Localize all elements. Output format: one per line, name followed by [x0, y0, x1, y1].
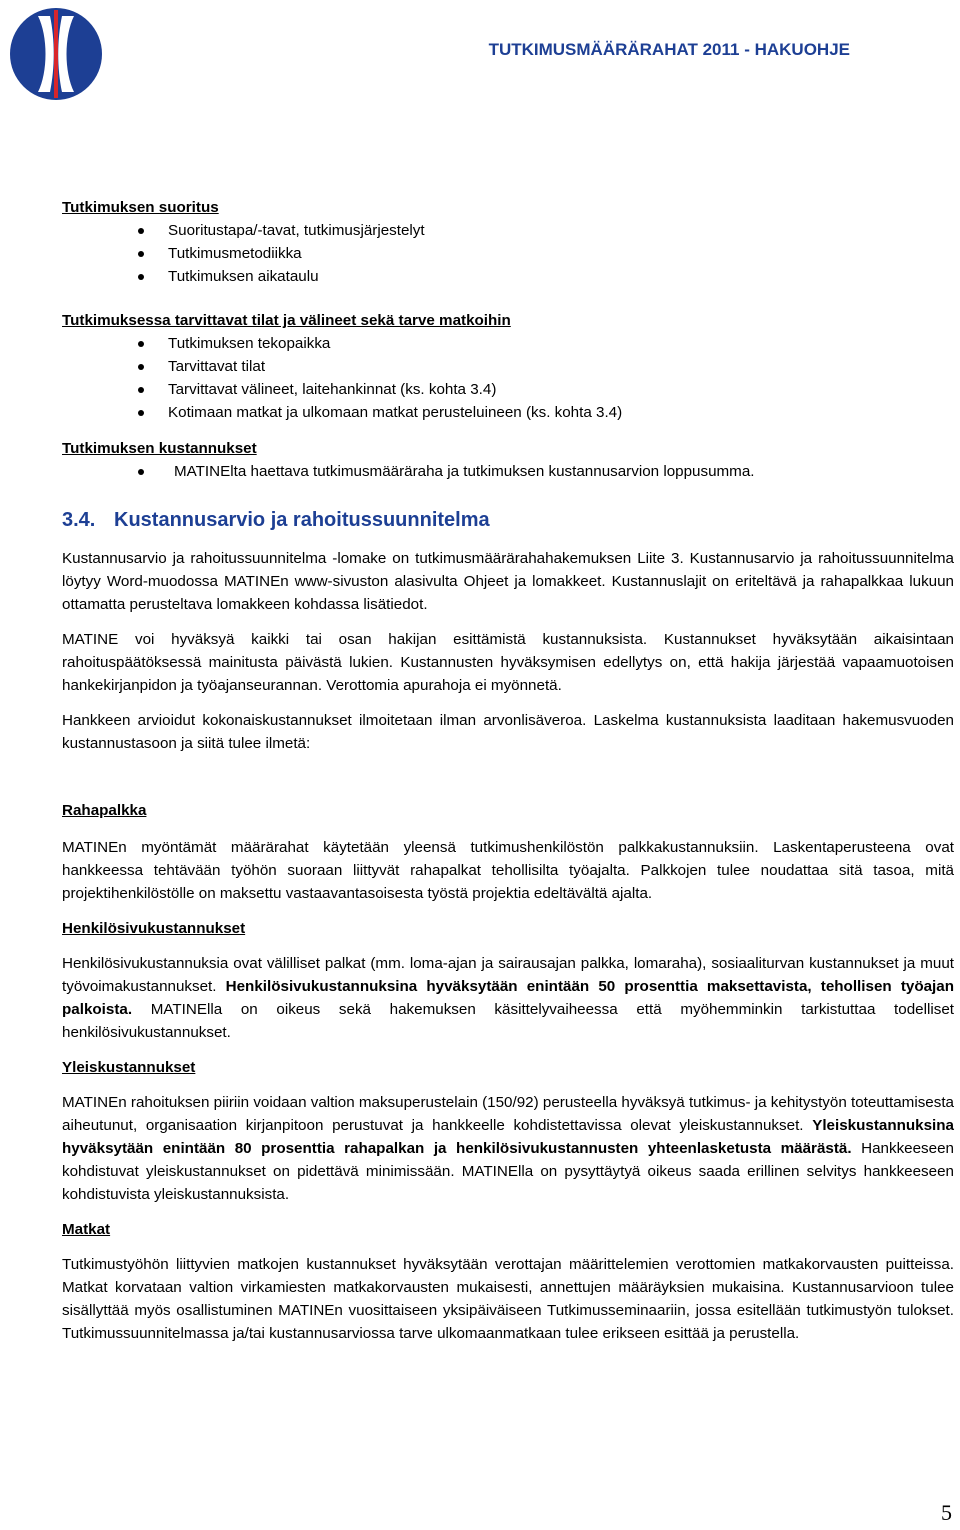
heading-matkat: Matkat — [62, 1221, 111, 1238]
list-item: Suoritustapa/-tavat, tutkimusjärjestelyt — [62, 219, 954, 242]
heading-tutkimuksen-kustannukset: Tutkimuksen kustannukset — [62, 440, 257, 457]
page-number: 5 — [941, 1500, 952, 1525]
list-item: Tutkimuksen tekopaikka — [62, 332, 954, 355]
matine-logo-icon — [8, 6, 104, 102]
list-item: Tutkimusmetodiikka — [62, 242, 954, 265]
document-header-title: TUTKIMUSMÄÄRÄRAHAT 2011 - HAKUOHJE — [488, 40, 850, 59]
list-tutkimuksen-kustannukset — [62, 460, 954, 483]
paragraph: Tutkimustyöhön liittyvien matkojen kustannukset hyväksytään verottajan määrittelemien verottomien matkakorvausten puitteissa. Matkat korvataan valtion virkamiesten matkakorvausten mukaisesti, annettujen määräyksien mukaisina. Kustannusarvioon tulee sisällyttää myös osallistuminen MATINEn vuosittaiseen yksipäiväiseen Tutkimusseminaariin, jossa esitellään tutkimustyön tulokset. Tutkimussuunnitelmassa ja/tai kustannusarviossa tarve ulkomaanmatkaan tulee erikseen esittää ja perustella. — [62, 1256, 954, 1342]
list-item: Tarvittavat tilat — [62, 355, 954, 378]
list-item: Tutkimuksen aikataulu — [62, 265, 954, 288]
paragraph — [62, 952, 954, 1044]
section-number: 3.4. — [62, 509, 96, 531]
list-tilat-ja-valineet — [62, 332, 954, 424]
list-tutkimuksen-suoritus — [62, 219, 954, 288]
list-item: Kotimaan matkat ja ulkomaan matkat perusteluineen (ks. kohta 3.4) — [62, 401, 954, 424]
document-body — [62, 196, 954, 1357]
heading-yleiskustannukset: Yleiskustannukset — [62, 1059, 196, 1076]
list-item: Tarvittavat välineet, laitehankinnat (ks. kohta 3.4) — [62, 378, 954, 401]
text-run: MATINEn rahoituksen piiriin voidaan valtion maksuperustelain (150/92) perusteella hyväksyä tutkimus- ja kehitystyön toteuttamisesta aiheutunut, organisaation kirjanpitoon perustuvat ja hankkeelle kohdistettavissa olevat yleiskustannukset. — [62, 1094, 954, 1134]
paragraph — [62, 1091, 954, 1206]
heading-rahapalkka: Rahapalkka — [62, 802, 147, 819]
heading-henkilosivukustannukset: Henkilösivukustannukset — [62, 920, 246, 937]
text-run: Hankkeeseen kohdistuvat yleiskustannukset on pidettävä minimissään. MATINElla on pysyttäytyä oikeus saada erillinen selvitys hankkeeseen kohdistuvista yleiskustannuksista. — [62, 1140, 954, 1203]
section-title — [62, 507, 954, 533]
list-item: MATINElta haettava tutkimusmääräraha ja tutkimuksen kustannusarvion loppusumma. — [62, 460, 954, 483]
text-run: Henkilösivukustannuksia ovat välilliset palkat (mm. loma-ajan ja sairausajan palkka, lomaraha), sosiaaliturvan kustannukset ja muut työvoimakustannukset. — [62, 955, 954, 995]
heading-tutkimuksen-suoritus: Tutkimuksen suoritus — [62, 199, 219, 216]
paragraph: Kustannusarvio ja rahoitussuunnitelma -lomake on tutkimusmäärärahahakemuksen Liite 3. Kustannusarvio ja rahoitussuunnitelma löytyy Word-muodossa MATINEn www-sivuston alasivulta Ohjeet ja lomakkeet. Kustannuslajit on eriteltävä ja rahapalkkaa lukuun ottamatta perusteltava lomakkeen kohdassa lisätiedot. — [62, 550, 954, 613]
text-run: MATINElla on oikeus sekä hakemuksen käsittelyvaiheessa että myöhemminkin tarkistuttaa todelliset henkilösivukustannukset. — [62, 1001, 954, 1041]
paragraph: Hankkeen arvioidut kokonaiskustannukset ilmoitetaan ilman arvonlisäveroa. Laskelma kustannuksista laaditaan hakemusvuoden kustannustasoon ja siitä tulee ilmetä: — [62, 712, 954, 752]
heading-tilat-ja-valineet: Tutkimuksessa tarvittavat tilat ja välineet sekä tarve matkoihin — [62, 312, 511, 329]
section-title-text: Kustannusarvio ja rahoitussuunnitelma — [114, 509, 490, 531]
bold-text-run: Henkilösivukustannuksina hyväksytään enintään 50 prosenttia maksettavista, tehollisen työajan palkoista. — [62, 978, 954, 1018]
paragraph: MATINE voi hyväksyä kaikki tai osan hakijan esittämistä kustannuksista. Kustannukset hyväksytään aikaisintaan rahoituspäätöksessä mainitusta päivästä lukien. Kustannusten hyväksymisen edellytys on, että hakija järjestää vapaamuotoisen hankekirjanpidon ja työajanseurannan. Verottomia apurahoja ei myönnetä. — [62, 631, 954, 694]
bold-text-run: Yleiskustannuksina hyväksytään enintään 80 prosenttia rahapalkan ja henkilösivukustannusten yhteenlasketusta määrästä. — [62, 1117, 954, 1157]
paragraph: MATINEn myöntämät määrärahat käytetään yleensä tutkimushenkilöstön palkkakustannuksiin. Laskentaperusteena ovat hankkeessa tehtävään työhön suoraan liittyvät rahapalkat tehollisilta työajalta. Palkkojen tulee noudattaa sitä tasoa, mitä projektihenkilöstölle on maksettu vastaavantasoisesta työstä projektia edeltävältä ajalta. — [62, 839, 954, 902]
